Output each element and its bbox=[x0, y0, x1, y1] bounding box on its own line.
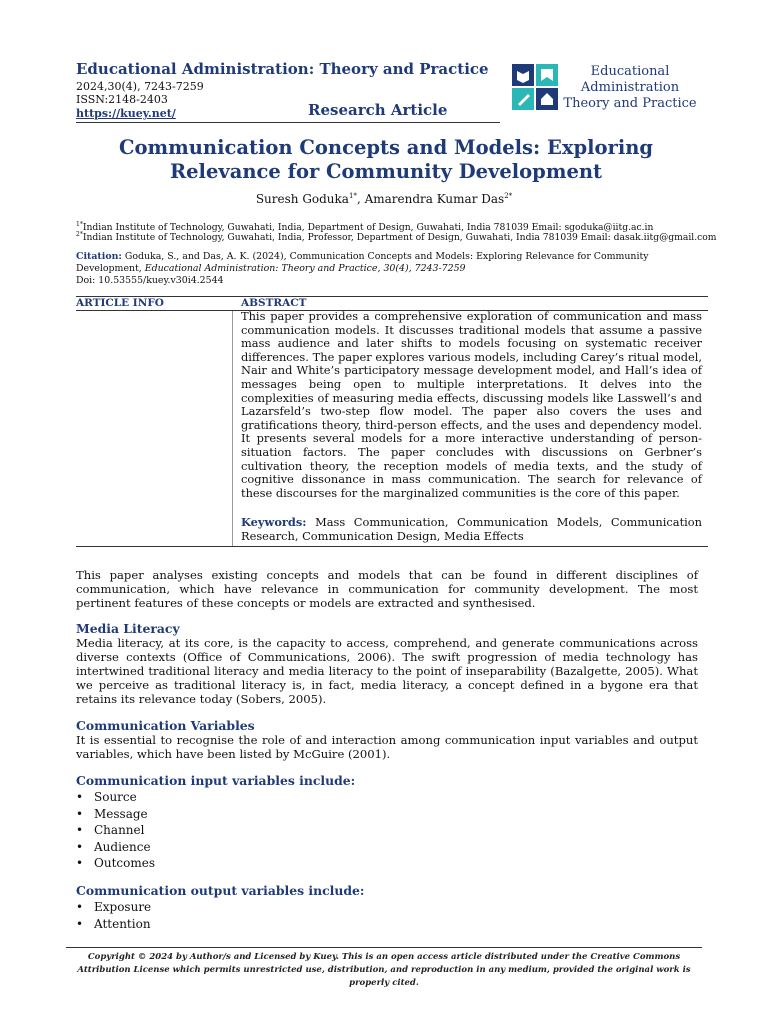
logo-line: Administration bbox=[580, 80, 680, 95]
citation-text: Goduka, S., and Das, A. K. (2024), Communication Concepts and Models: Exploring Relevance for Community Development, bbox=[76, 251, 649, 274]
section-heading: Communication Variables bbox=[76, 718, 255, 733]
list-item bbox=[76, 855, 155, 872]
citation-label: Citation: bbox=[76, 251, 122, 262]
author-separator: , bbox=[356, 192, 365, 206]
abstract-text: This paper provides a comprehensive exploration of communication and mass communication models. It discusses traditional models that assume a passive mass audience and later shifts to models focusing on systematic receiver differences. The paper explores various models, including Carey’s ritual model, Nair and White’s participatory message development model, and Hall’s idea of messages being open to multiple interpretations. It delves into the complexities of measuring media effects, discussing models like Lasswell’s and Lazarsfeld’s two-step flow model. The paper also covers the uses and gratifications theory, third-person effects, and the uses and dependency model. It presents several models for a more interactive understanding of person-situation factors. The paper concludes with discussions on Gerbner’s cultivation theory, the reception models of media texts, and the study of cognitive dissonance in mass communication. The search for relevance of these discourses for the marginalized communities is the core of this paper. bbox=[241, 309, 702, 500]
abstract-heading: ABSTRACT bbox=[241, 297, 307, 309]
author-list bbox=[0, 192, 768, 206]
logo-line: Educational bbox=[590, 64, 670, 79]
title-line: Communication Concepts and Models: Exploring bbox=[118, 136, 654, 159]
copyright-footer: Copyright © 2024 by Author/s and Licensed by Kuey. This is an open access article distributed under the Creative Commons Attribution License which permits unrestricted use, distribution, and reproduction in any medium, provided the original work is properly cited. bbox=[77, 952, 691, 988]
bullet-icon: • bbox=[76, 839, 84, 854]
footer-divider bbox=[66, 947, 702, 948]
bullet-icon: • bbox=[76, 790, 84, 804]
bullet-icon: • bbox=[76, 916, 84, 931]
bullet-icon: • bbox=[76, 900, 84, 914]
info-top-rule bbox=[76, 296, 708, 297]
list-item-text: Attention bbox=[94, 916, 151, 931]
keywords bbox=[241, 516, 702, 543]
keywords-label: Keywords: bbox=[241, 515, 307, 529]
bullet-icon: • bbox=[76, 806, 84, 821]
list-item bbox=[76, 806, 155, 823]
journal-title: Educational Administration: Theory and Practice bbox=[76, 60, 489, 78]
list-item-text: Exposure bbox=[94, 900, 152, 914]
article-info-heading: ARTICLE INFO bbox=[76, 297, 164, 309]
output-variables-list bbox=[76, 899, 151, 932]
author-marker: 2* bbox=[504, 192, 513, 200]
subsection-heading: Communication input variables include: bbox=[76, 773, 356, 788]
list-item bbox=[76, 822, 155, 839]
comm-variables-paragraph: It is essential to recognise the role of and interaction among communication input variables and output variables, which have been listed by McGuire (2001). bbox=[76, 733, 698, 761]
article-type-label: Research Article bbox=[308, 101, 448, 119]
citation-block bbox=[76, 251, 702, 287]
section-heading: Media Literacy bbox=[76, 621, 180, 636]
affiliation-text: Indian Institute of Technology, Guwahati, India, Department of Design, Guwahati, India 781039 Email: sgoduka@iitg.ac.in bbox=[82, 222, 654, 234]
author-name: Amarendra Kumar Das bbox=[364, 192, 505, 206]
journal-logo-icon bbox=[512, 64, 558, 110]
citation-journal: Educational Administration: Theory and Practice, 30(4), 7243-7259 bbox=[144, 263, 466, 274]
affiliation-marker: 2* bbox=[76, 231, 83, 238]
title-line: Relevance for Community Development bbox=[169, 160, 603, 183]
list-item-text: Outcomes bbox=[94, 856, 155, 870]
header-divider bbox=[76, 122, 500, 123]
affiliation-marker: 1* bbox=[76, 221, 83, 228]
list-item-text: Audience bbox=[94, 839, 151, 854]
list-item-text: Source bbox=[94, 790, 137, 804]
affiliation-text: Indian Institute of Technology, Guwahati, India, Professor, Department of Design, Guwahati, India 781039 Email: dasak.iitg@gmail.com bbox=[82, 232, 717, 244]
list-item bbox=[76, 916, 151, 933]
author-name: Suresh Goduka bbox=[255, 192, 349, 206]
journal-url-link[interactable]: https://kuey.net/ bbox=[76, 107, 176, 120]
list-item bbox=[76, 789, 155, 806]
logo-line: Theory and Practice bbox=[563, 96, 697, 111]
list-item bbox=[76, 839, 155, 856]
affiliation bbox=[76, 231, 717, 243]
author-marker: 1* bbox=[348, 192, 357, 200]
bullet-icon: • bbox=[76, 856, 84, 870]
intro-paragraph: This paper analyses existing concepts and models that can be found in different disciplines of communication, which have relevance in communication for community development. The most pertinent features of these concepts or models are extracted and synthesised. bbox=[76, 568, 698, 610]
media-literacy-paragraph: Media literacy, at its core, is the capacity to access, comprehend, and generate communications across diverse contexts (Office of Communications, 2006). The swift progression of media technology has intertwined traditional literacy and media literacy to the point of inseparability (Bazalgette, 2005). What we perceive as traditional literacy is, in fact, media literacy, a concept defined in a bygone era that retains its relevance today (Sobers, 2005). bbox=[76, 636, 698, 706]
info-bottom-rule bbox=[76, 546, 708, 547]
journal-logo bbox=[510, 62, 698, 112]
input-variables-list bbox=[76, 789, 155, 872]
subsection-heading: Communication output variables include: bbox=[76, 883, 365, 898]
list-item-text: Channel bbox=[94, 823, 145, 837]
keywords-text: Mass Communication, Communication Models, Communication Research, Communication Design, Media Effects bbox=[241, 515, 702, 543]
info-column-divider bbox=[232, 311, 233, 546]
list-item bbox=[76, 899, 151, 916]
bullet-icon: • bbox=[76, 823, 84, 837]
article-title bbox=[60, 136, 712, 184]
list-item-text: Message bbox=[94, 806, 148, 821]
citation-doi: Doi: 10.53555/kuey.v30i4.2544 bbox=[76, 275, 224, 286]
issn-line: ISSN:2148-2403 bbox=[76, 93, 168, 106]
volume-line: 2024,30(4), 7243-7259 bbox=[76, 80, 204, 93]
logo-text bbox=[562, 64, 698, 112]
